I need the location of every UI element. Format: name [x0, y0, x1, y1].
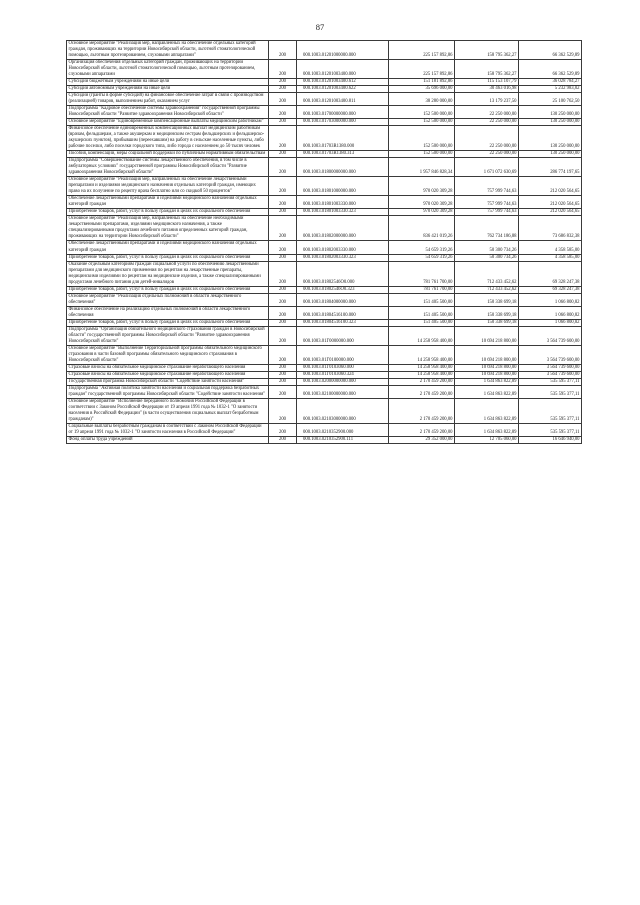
row-admin-code-cell: 200 — [269, 261, 297, 286]
row-admin-code-cell: 200 — [269, 60, 297, 79]
row-admin-code-cell: 200 — [269, 436, 297, 443]
row-executed-amount-cell: 150 338 699,18 — [455, 319, 519, 326]
row-executed-amount-cell: 150 338 699,18 — [455, 293, 519, 306]
row-name-cell: Социальные выплаты безработным гражданам в соответствии с Законом Российской Федерации от 19 апреля 1991 года № 1032-1 "О занятости населения в Российской Федерации" — [67, 423, 269, 436]
row-admin-code-cell: 200 — [269, 378, 297, 385]
row-unexecuted-amount-cell: 69 328 247,38 — [519, 261, 582, 286]
row-admin-code-cell: 200 — [269, 371, 297, 378]
row-assigned-amount-cell: 35 696 000,00 — [389, 86, 455, 93]
row-name-cell: Подпрограмма "Активная политика занятости населения и социальная поддержка безработных граждан" государственной программы Новосибирской области "Содействие занятости населения" — [67, 385, 269, 398]
row-name-cell: Приобретение товаров, работ, услуг в пользу граждан в целях их социального обеспечения — [67, 209, 269, 216]
row-executed-amount-cell: 10 694 218 800,00 — [455, 364, 519, 371]
row-budget-code-cell: 000.1003.01801000000.000 — [297, 177, 389, 196]
row-unexecuted-amount-cell: 3 564 739 600,00 — [519, 371, 582, 378]
row-executed-amount-cell: 757 999 744,63 — [455, 209, 519, 216]
table-row — [67, 436, 582, 443]
row-name-cell: Основное мероприятие "Реализация мер, направленных на обеспечение лекарственными препаратами и изделиями медицинского назначения отдельных категорий граждан, имеющих право на их получение по рецепту врача бесплатно или со скидкой 50 процентов" — [67, 177, 269, 196]
row-budget-code-cell: 000.1003.01802546О0.000 — [297, 261, 389, 286]
row-assigned-amount-cell: 1 957 846 828,34 — [389, 158, 455, 177]
row-executed-amount-cell: 10 694 218 800,00 — [455, 371, 519, 378]
row-admin-code-cell: 200 — [269, 79, 297, 86]
row-budget-code-cell: 000.1003.01201003400.811 — [297, 93, 389, 106]
row-unexecuted-amount-cell: 1 066 800,82 — [519, 293, 582, 306]
row-assigned-amount-cell: 2 170 459 200,00 — [389, 378, 455, 385]
row-admin-code-cell: 200 — [269, 398, 297, 423]
row-assigned-amount-cell: 151 405 500,00 — [389, 306, 455, 319]
row-budget-code-cell: 000.1003.02100000000.000 — [297, 385, 389, 398]
row-budget-code-cell: 000.1003.01800000000.000 — [297, 158, 389, 177]
row-executed-amount-cell: 13 179 237,50 — [455, 93, 519, 106]
row-unexecuted-amount-cell: 535 595 377,11 — [519, 423, 582, 436]
table-row — [67, 371, 582, 378]
row-executed-amount-cell: 50 300 734,26 — [455, 241, 519, 254]
row-admin-code-cell: 200 — [269, 254, 297, 261]
row-unexecuted-amount-cell: 5 232 983,02 — [519, 86, 582, 93]
budget-execution-table — [66, 40, 582, 444]
row-assigned-amount-cell: 970 020 309,28 — [389, 196, 455, 209]
row-unexecuted-amount-cell: 73 686 832,38 — [519, 216, 582, 241]
row-budget-code-cell: 000.1003.01801003330.000 — [297, 196, 389, 209]
row-unexecuted-amount-cell: 4 358 585,00 — [519, 254, 582, 261]
row-budget-code-cell: 000.1003.01700000000.000 — [297, 106, 389, 119]
row-admin-code-cell: 200 — [269, 241, 297, 254]
row-executed-amount-cell: 30 463 016,98 — [455, 86, 519, 93]
table-row — [67, 293, 582, 306]
row-name-cell: Фонд оплаты труда учреждений — [67, 436, 269, 443]
row-unexecuted-amount-cell: 3 564 739 600,00 — [519, 364, 582, 371]
row-name-cell: Основное мероприятие "Исполнение переданного полномочия Российской Федерации в соответствии с Законом Российской Федерации от 19 апреля 1991 года № 1032-1 "О занятости населения в Российской Федерации" (в части осуществления социальных выплат безработным гражданам)" — [67, 398, 269, 423]
row-name-cell: Подпрограмма "Организация обязательного медицинского страхования граждан в Новосибирской области" государственной программы Новосибирской области "Развитие здравоохранения Новосибирской области" — [67, 326, 269, 345]
row-executed-amount-cell: 22 250 000,00 — [455, 106, 519, 119]
row-name-cell: Финансовое обеспечение единовременных компенсационных выплат медицинским работникам (врачам, фельдшерам, а также акушеркам и медицинским сестрам фельдшерских и фельдшерско-акушерских пунктов), прибывшим (переехавшим) на работу в сельские населенные пункты, либо рабочие поселки, либо поселки городского типа, либо города с населением до 50 тысяч человек — [67, 126, 269, 151]
row-executed-amount-cell: 10 694 218 800,00 — [455, 345, 519, 364]
row-assigned-amount-cell: 14 258 958 400,00 — [389, 326, 455, 345]
row-name-cell: Обеспечение лекарственными препаратами и изделиями медицинского назначения отдельных категорий граждан — [67, 241, 269, 254]
row-admin-code-cell: 200 — [269, 196, 297, 209]
row-unexecuted-amount-cell: 25 100 762,50 — [519, 93, 582, 106]
row-executed-amount-cell: 1 634 863 822,89 — [455, 385, 519, 398]
table-row — [67, 364, 582, 371]
table-row — [67, 93, 582, 106]
row-admin-code-cell: 200 — [269, 106, 297, 119]
row-assigned-amount-cell: 781 761 700,00 — [389, 286, 455, 293]
row-unexecuted-amount-cell: 1 066 800,82 — [519, 306, 582, 319]
row-assigned-amount-cell: 151 405 500,00 — [389, 293, 455, 306]
table-row — [67, 286, 582, 293]
row-name-cell: Организация обеспечения отдельных категорий граждан, проживающих на территории Новосибирской области, льготной стоматологической помощью, льготным протезированием, слуховыми аппаратами — [67, 60, 269, 79]
row-admin-code-cell: 200 — [269, 126, 297, 151]
row-executed-amount-cell: 150 338 699,18 — [455, 306, 519, 319]
row-budget-code-cell: 000.1003.01201003400.612 — [297, 79, 389, 86]
row-assigned-amount-cell: 14 258 958 400,00 — [389, 364, 455, 371]
row-name-cell: Обеспечение лекарственными препаратами и изделиями медицинского назначения отдельных категорий граждан — [67, 196, 269, 209]
table-row — [67, 423, 582, 436]
row-assigned-amount-cell: 970 020 309,28 — [389, 177, 455, 196]
row-assigned-amount-cell: 152 500 000,00 — [389, 106, 455, 119]
row-unexecuted-amount-cell: 3 564 739 600,00 — [519, 345, 582, 364]
row-budget-code-cell: 000.1003.01804000000.000 — [297, 293, 389, 306]
row-executed-amount-cell: 757 999 744,63 — [455, 196, 519, 209]
row-budget-code-cell: 000.1003.01Г0100000.000 — [297, 345, 389, 364]
row-unexecuted-amount-cell: 66 362 529,89 — [519, 60, 582, 79]
row-unexecuted-amount-cell: 130 250 000,00 — [519, 106, 582, 119]
row-budget-code-cell: 000.1003.01703R1380.313 — [297, 151, 389, 158]
row-budget-code-cell: 000.1003.0210352900.111 — [297, 436, 389, 443]
row-unexecuted-amount-cell: 1 066 800,82 — [519, 319, 582, 326]
row-assigned-amount-cell: 836 421 019,26 — [389, 216, 455, 241]
row-budget-code-cell: 000.1003.01801003330.323 — [297, 209, 389, 216]
row-budget-code-cell: 000.1003.02000000000.000 — [297, 378, 389, 385]
table-row — [67, 177, 582, 196]
row-budget-code-cell: 000.1003.01703000000.000 — [297, 119, 389, 126]
row-unexecuted-amount-cell: 16 646 940,00 — [519, 436, 582, 443]
row-admin-code-cell: 200 — [269, 306, 297, 319]
row-name-cell: Субсидии автономным учреждениям на иные цели — [67, 86, 269, 93]
row-unexecuted-amount-cell: 212 020 564,65 — [519, 177, 582, 196]
row-executed-amount-cell: 158 795 362,27 — [455, 60, 519, 79]
row-budget-code-cell: 000.1003.0210352900.000 — [297, 423, 389, 436]
row-budget-code-cell: 000.1003.01201003400.622 — [297, 86, 389, 93]
row-admin-code-cell: 200 — [269, 293, 297, 306]
row-budget-code-cell: 000.1003.01802003330.000 — [297, 241, 389, 254]
row-assigned-amount-cell: 152 500 000,00 — [389, 151, 455, 158]
row-executed-amount-cell: 1 671 072 630,69 — [455, 158, 519, 177]
row-admin-code-cell: 200 — [269, 345, 297, 364]
row-admin-code-cell: 200 — [269, 326, 297, 345]
row-executed-amount-cell: 158 795 362,27 — [455, 41, 519, 60]
row-assigned-amount-cell: 2 170 459 200,00 — [389, 423, 455, 436]
row-unexecuted-amount-cell: 535 595 377,11 — [519, 398, 582, 423]
row-name-cell: Основное мероприятие "Реализация отдельных полномочий в области лекарственного обеспечения" — [67, 293, 269, 306]
row-assigned-amount-cell: 54 659 319,26 — [389, 254, 455, 261]
row-name-cell: Страховые взносы на обязательное медицинское страхование неработающего населения — [67, 364, 269, 371]
row-budget-code-cell: 000.1003.01Г0000000.000 — [297, 326, 389, 345]
row-assigned-amount-cell: 2 170 459 200,00 — [389, 385, 455, 398]
row-budget-code-cell: 000.1003.01201000000.000 — [297, 41, 389, 60]
table-row — [67, 378, 582, 385]
row-assigned-amount-cell: 152 500 000,00 — [389, 119, 455, 126]
row-admin-code-cell: 200 — [269, 177, 297, 196]
row-executed-amount-cell: 12 705 060,00 — [455, 436, 519, 443]
row-budget-code-cell: 000.1003.01804516100.323 — [297, 319, 389, 326]
row-executed-amount-cell: 22 250 000,00 — [455, 126, 519, 151]
row-unexecuted-amount-cell: 66 362 529,89 — [519, 41, 582, 60]
row-unexecuted-amount-cell: 212 020 564,65 — [519, 209, 582, 216]
row-budget-code-cell: 000.1003.01802546О0.323 — [297, 286, 389, 293]
row-unexecuted-amount-cell: 286 774 197,65 — [519, 158, 582, 177]
row-name-cell: Субсидии бюджетным учреждениям на иные цели — [67, 79, 269, 86]
row-assigned-amount-cell: 2 170 459 200,00 — [389, 398, 455, 423]
row-unexecuted-amount-cell: 69 328 247,38 — [519, 286, 582, 293]
row-name-cell: Основное мероприятие "Реализация мер, направленных на обеспечение отдельных категорий граждан, проживающих на территории Новосибирской области, льготной стоматологической помощью, льготным протезированием, слуховыми аппаратами" — [67, 41, 269, 60]
row-executed-amount-cell: 115 153 107,79 — [455, 79, 519, 86]
table-row — [67, 254, 582, 261]
row-unexecuted-amount-cell: 3 564 739 600,00 — [519, 326, 582, 345]
row-assigned-amount-cell: 152 500 000,00 — [389, 126, 455, 151]
row-name-cell: Основное мероприятие "Реализация мер, направленных на обеспечение необходимыми лекарственными препаратами, изделиями медицинского назначения, а также специализированными продуктами лечебного питания определенных категорий граждан, проживающих на территории Новосибирской области" — [67, 216, 269, 241]
row-admin-code-cell: 200 — [269, 93, 297, 106]
table-row — [67, 209, 582, 216]
row-unexecuted-amount-cell: 535 595 377,11 — [519, 378, 582, 385]
row-assigned-amount-cell: 14 258 958 400,00 — [389, 345, 455, 364]
row-admin-code-cell: 200 — [269, 209, 297, 216]
row-admin-code-cell: 200 — [269, 385, 297, 398]
row-unexecuted-amount-cell: 4 358 585,00 — [519, 241, 582, 254]
row-assigned-amount-cell: 151 405 500,00 — [389, 319, 455, 326]
row-assigned-amount-cell: 225 157 892,86 — [389, 60, 455, 79]
row-assigned-amount-cell: 970 020 309,28 — [389, 209, 455, 216]
table-row — [67, 216, 582, 241]
row-executed-amount-cell: 1 634 863 822,89 — [455, 378, 519, 385]
table-body — [67, 41, 582, 444]
row-unexecuted-amount-cell: 130 250 000,00 — [519, 119, 582, 126]
table-row — [67, 158, 582, 177]
row-name-cell: Страховые взносы на обязательное медицинское страхование неработающего населения — [67, 371, 269, 378]
row-name-cell: Пособия, компенсации, меры социальной поддержки по публичным нормативным обязательствам — [67, 151, 269, 158]
table-row — [67, 398, 582, 423]
table-row — [67, 319, 582, 326]
row-assigned-amount-cell: 225 157 892,86 — [389, 41, 455, 60]
table-row — [67, 79, 582, 86]
table-row — [67, 241, 582, 254]
row-name-cell: Государственная программа Новосибирской области "Содействие занятости населения" — [67, 378, 269, 385]
page-number: 87 — [315, 22, 325, 32]
table-row — [67, 345, 582, 364]
row-executed-amount-cell: 1 634 863 822,89 — [455, 423, 519, 436]
row-name-cell: Приобретение товаров, работ, услуг в пользу граждан в целях их социального обеспечения — [67, 286, 269, 293]
row-budget-code-cell: 000.1003.01804516100.000 — [297, 306, 389, 319]
row-executed-amount-cell: 1 634 863 822,89 — [455, 398, 519, 423]
row-executed-amount-cell: 50 300 734,26 — [455, 254, 519, 261]
row-name-cell: Финансовое обеспечение на реализацию отдельных полномочий в области лекарственного обеспечения — [67, 306, 269, 319]
row-executed-amount-cell: 712 433 452,62 — [455, 261, 519, 286]
table-row — [67, 126, 582, 151]
row-admin-code-cell: 200 — [269, 151, 297, 158]
table-row — [67, 385, 582, 398]
table-row — [67, 306, 582, 319]
row-unexecuted-amount-cell: 130 250 000,00 — [519, 151, 582, 158]
table-row — [67, 60, 582, 79]
row-budget-code-cell: 000.1003.01802000000.000 — [297, 216, 389, 241]
row-unexecuted-amount-cell: 130 250 000,00 — [519, 126, 582, 151]
row-name-cell: Подпрограмма "Кадровое обеспечение системы здравоохранения" государственной программы Новосибирской области "Развитие здравоохранения Новосибирской области" — [67, 106, 269, 119]
row-assigned-amount-cell: 29 352 000,00 — [389, 436, 455, 443]
row-admin-code-cell: 200 — [269, 216, 297, 241]
table-row — [67, 106, 582, 119]
row-name-cell: Оказание отдельным категориям граждан социальной услуги по обеспечению лекарственными препаратами для медицинского применения по рецептам на лекарственные препараты, медицинскими изделиями по рецептам на медицинские изделия, а также специализированными продуктами лечебного питания для детей-инвалидов — [67, 261, 269, 286]
row-name-cell: Приобретение товаров, работ, услуг в пользу граждан в целях их социального обеспечения — [67, 254, 269, 261]
row-budget-code-cell: 000.1003.01Г0103060.000 — [297, 364, 389, 371]
row-executed-amount-cell: 10 694 218 800,00 — [455, 326, 519, 345]
table-row — [67, 151, 582, 158]
row-assigned-amount-cell: 38 280 000,00 — [389, 93, 455, 106]
row-executed-amount-cell: 22 250 000,00 — [455, 119, 519, 126]
row-assigned-amount-cell: 54 659 319,26 — [389, 241, 455, 254]
table-row — [67, 261, 582, 286]
row-name-cell: Основное мероприятие "Выполнение Территориальной программы обязательного медицинского страхования в части базовой программы обязательного медицинского страхования в Новосибирской области" — [67, 345, 269, 364]
row-executed-amount-cell: 757 999 744,63 — [455, 177, 519, 196]
table-row — [67, 86, 582, 93]
row-name-cell: Приобретение товаров, работ, услуг в пользу граждан в целях их социального обеспечения — [67, 319, 269, 326]
row-executed-amount-cell: 762 734 186,88 — [455, 216, 519, 241]
row-admin-code-cell: 200 — [269, 41, 297, 60]
row-admin-code-cell: 200 — [269, 158, 297, 177]
row-executed-amount-cell: 22 250 000,00 — [455, 151, 519, 158]
row-unexecuted-amount-cell: 212 020 564,65 — [519, 196, 582, 209]
row-admin-code-cell: 200 — [269, 119, 297, 126]
row-executed-amount-cell: 712 433 452,62 — [455, 286, 519, 293]
row-admin-code-cell: 200 — [269, 364, 297, 371]
table-row — [67, 41, 582, 60]
row-assigned-amount-cell: 14 258 958 400,00 — [389, 371, 455, 378]
row-admin-code-cell: 200 — [269, 86, 297, 93]
row-admin-code-cell: 200 — [269, 319, 297, 326]
table-row — [67, 326, 582, 345]
row-budget-code-cell: 000.1003.01Г0103060.324 — [297, 371, 389, 378]
row-assigned-amount-cell: 781 761 700,00 — [389, 261, 455, 286]
row-budget-code-cell: 000.1003.01703R1380.000 — [297, 126, 389, 151]
row-budget-code-cell: 000.1003.01201003400.000 — [297, 60, 389, 79]
table-row — [67, 196, 582, 209]
row-unexecuted-amount-cell: 535 595 377,11 — [519, 385, 582, 398]
row-budget-code-cell: 000.1003.02103000000.000 — [297, 398, 389, 423]
row-admin-code-cell: 200 — [269, 423, 297, 436]
row-admin-code-cell: 200 — [269, 286, 297, 293]
row-name-cell: Основное мероприятие "Единовременные компенсационные выплаты медицинским работникам" — [67, 119, 269, 126]
row-name-cell: Подпрограмма "Совершенствование системы лекарственного обеспечения, в том числе в амбулаторных условиях" государственной программы Новосибирской области "Развитие здравоохранения Новосибирской области" — [67, 158, 269, 177]
row-assigned-amount-cell: 151 181 892,86 — [389, 79, 455, 86]
row-budget-code-cell: 000.1003.01802003330.323 — [297, 254, 389, 261]
row-unexecuted-amount-cell: 36 028 784,27 — [519, 79, 582, 86]
row-name-cell: Субсидии (гранты в форме субсидий) на финансовое обеспечение затрат в связи с производством (реализацией) товаров, выполнением работ, оказанием услуг — [67, 93, 269, 106]
table-row — [67, 119, 582, 126]
